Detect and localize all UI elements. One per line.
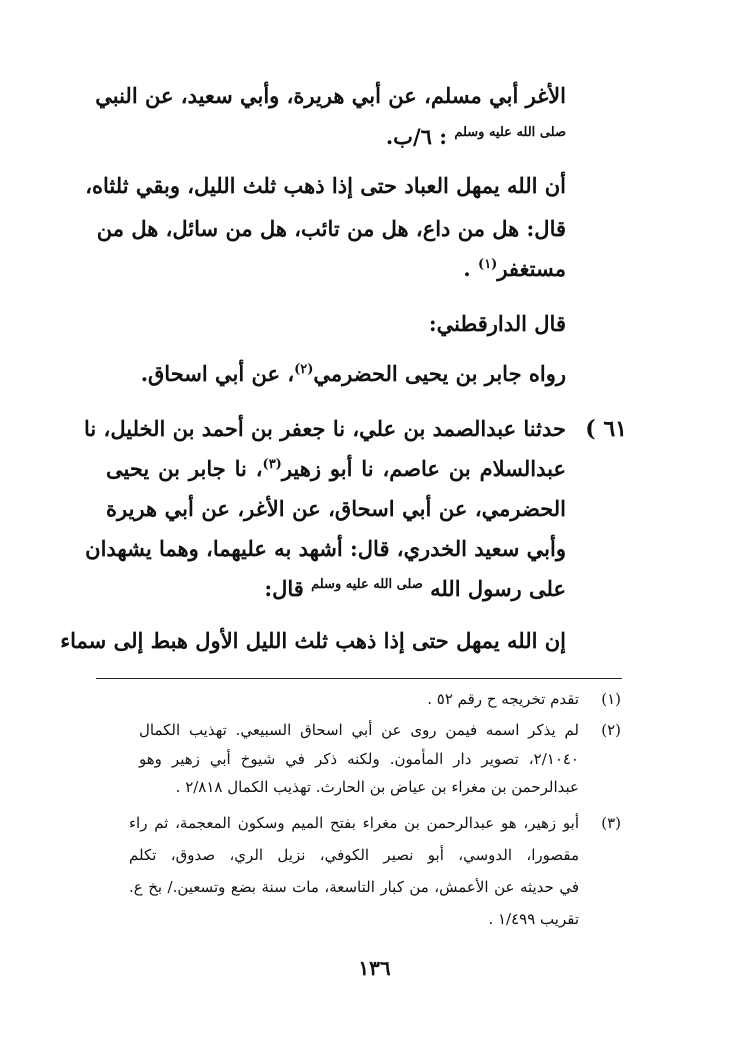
main-text-line: حدثنا عبدالصمد بن علي، نا جعفر بن أحمد بن الخليل، نا — [84, 416, 566, 441]
folio-reference: : ٦/ب. — [385, 124, 447, 149]
main-text-line: الحضرمي، عن أبي اسحاق، عن الأغر، عن أبي هريرة — [106, 496, 566, 521]
line-segment: ، عن أبي اسحاق. — [140, 361, 295, 386]
footnote-line: في حديثه عن الأعمش، من كبار التاسعة، مات سنة بضع وتسعين./ بخ ع. — [129, 878, 579, 896]
footnote-number: (٣) — [601, 814, 621, 832]
line-segment: عبدالسلام بن عاصم، نا أبو زهير — [281, 456, 566, 481]
footnote-line: أبو زهير، هو عبدالرحمن بن مغراء بفتح الميم وسكون المعجمة، ثم راء — [129, 814, 579, 832]
main-text-line — [106, 576, 566, 601]
section-heading: قال الدارقطني: — [428, 311, 566, 336]
footnote-number: (١) — [601, 690, 621, 708]
main-text-line — [106, 124, 566, 149]
line-segment: ، نا جابر بن يحيى — [106, 456, 263, 481]
footnote-line: تقريب ١/٤٩٩ . — [488, 910, 579, 928]
footnote-line: تقدم تخريجه ح رقم ٥٢ . — [427, 690, 579, 708]
line-word: مستغفر — [497, 256, 566, 281]
page-number: ١٣٦ — [358, 956, 391, 980]
main-text-line: الأغر أبي مسلم، عن أبي هريرة، وأبي سعيد، عن النبي — [95, 83, 566, 108]
salutation-symbol: صلى الله عليه وسلم — [311, 577, 423, 592]
hadith-number: ٦١ ) — [585, 416, 627, 442]
main-text-line: قال: هل من داع، هل من تائب، هل من سائل، هل من — [96, 216, 566, 241]
footnote-number: (٢) — [601, 721, 621, 739]
main-text-line: أن الله يمهل العباد حتى إذا ذهب ثلث الليل، وبقي ثلثاه، — [85, 173, 566, 198]
line-punctuation: . — [463, 256, 471, 281]
main-text-line: وأبي سعيد الخدري، قال: أشهد به عليهما، وهما يشهدان — [85, 536, 566, 561]
footnote-divider — [96, 678, 622, 679]
salutation-symbol: صلى الله عليه وسلم — [454, 125, 566, 140]
footnote-line: لم يذكر اسمه فيمن روى عن أبي اسحاق السبيعي. تهذيب الكمال — [139, 721, 579, 739]
line-segment: رواه جابر بن يحيى الحضرمي — [313, 361, 566, 386]
footnote-line: مقصورا، الدوسي، أبو نصير الكوفي، نزيل الري، صدوق، تكلم — [129, 846, 579, 864]
footnote-line: عبدالرحمن بن مغراء بن عياض بن الحارث. تهذيب الكمال ٢/٨١٨ . — [175, 778, 579, 796]
main-text-line: إن الله يمهل حتى إذا ذهب ثلث الليل الأول هبط إلى سماء — [60, 628, 566, 653]
line-segment: على رسول الله — [430, 576, 566, 601]
footnote-marker: (١) — [478, 257, 498, 272]
main-text-line — [106, 256, 566, 281]
footnote-line: ٢/١٠٤٠، تصوير دار المأمون. ولكنه ذكر في شيوخ أبي زهير وهو — [139, 750, 579, 768]
footnote-marker: (٢) — [294, 362, 314, 377]
main-text-line — [106, 361, 566, 386]
main-text-line — [106, 456, 566, 481]
line-segment: قال: — [264, 576, 304, 601]
footnote-marker: (٣) — [262, 457, 282, 472]
